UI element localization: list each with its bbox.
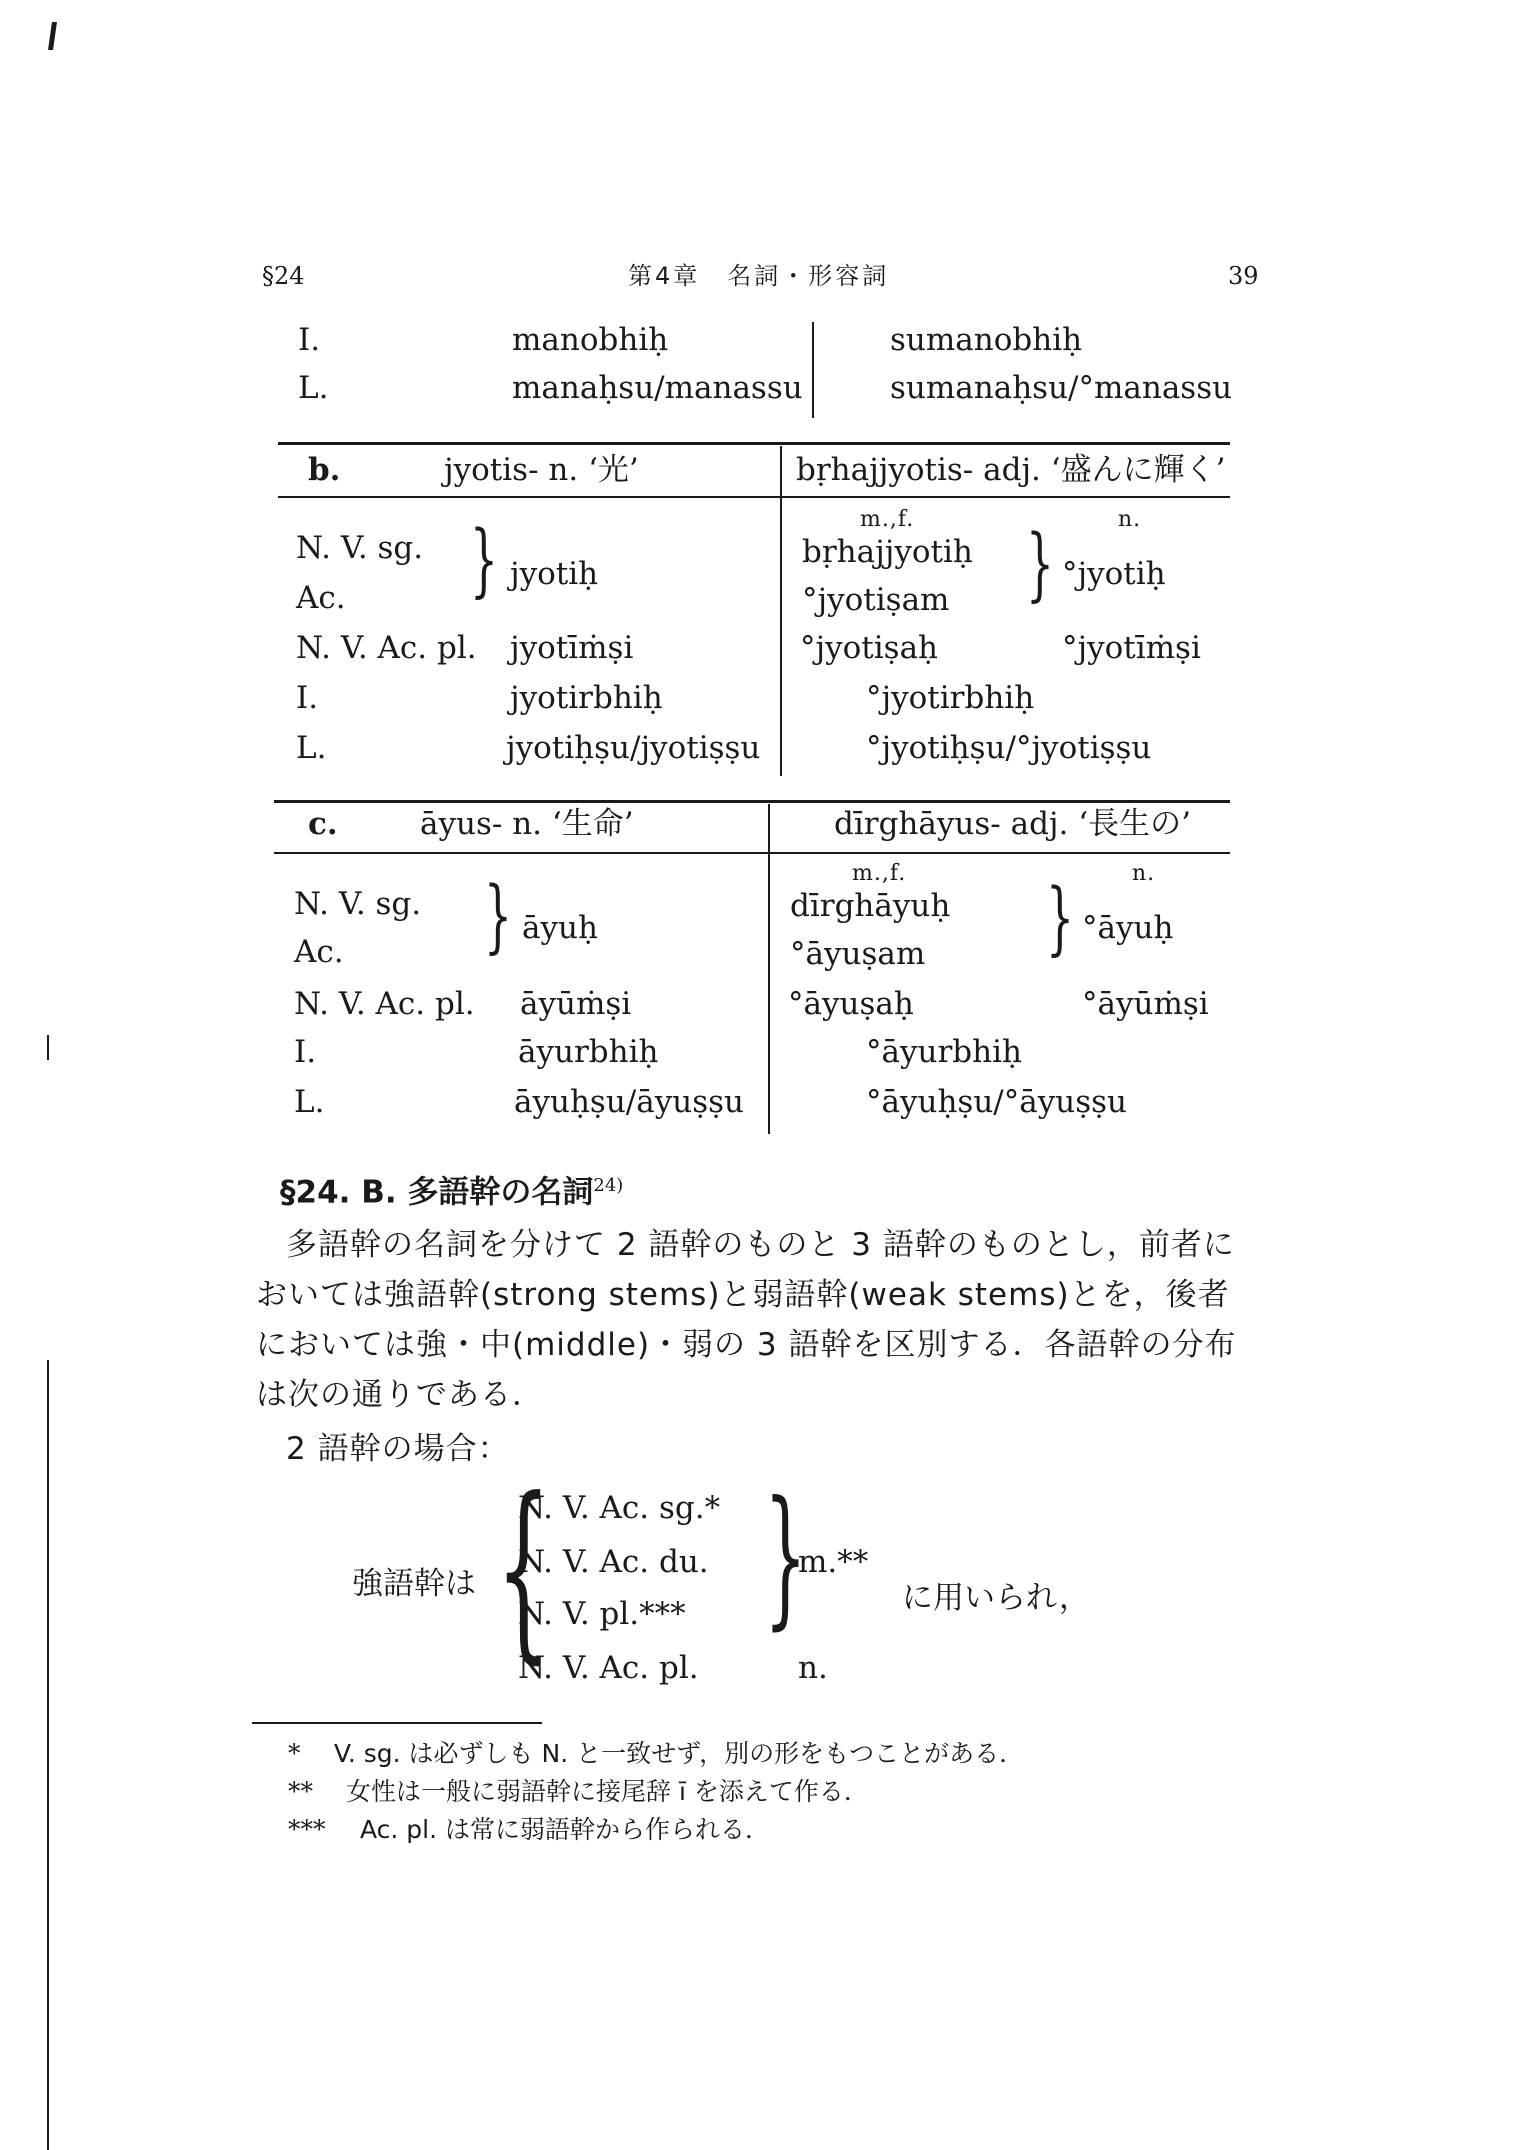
case-label: Ac. <box>294 934 344 970</box>
footnote-mark: *** <box>288 1815 326 1844</box>
used-text: に用いられ， <box>902 1580 1090 1616</box>
case-label: N. V. sg. <box>294 886 422 922</box>
gender-header: m.,f. <box>860 507 915 532</box>
table-cell: āyūṁṣi <box>520 986 632 1022</box>
table-cell: jyotirbhiḥ <box>510 680 663 716</box>
paragraph-line: おいては強語幹(strong stems)と弱語幹(weak stems)とを，後者 <box>256 1277 1230 1313</box>
table-cell: °jyotiḥṣu/°jyotiṣṣu <box>866 730 1152 766</box>
running-section: §24 <box>262 262 305 290</box>
table-head-right: dīrghāyus- adj. ‘長生の’ <box>834 806 1191 842</box>
form-item: N. V. Ac. sg.* <box>518 1490 721 1526</box>
table-cell: āyurbhiḥ <box>518 1034 659 1070</box>
table-cell: °āyuḥṣu/°āyuṣṣu <box>866 1084 1127 1120</box>
case-label: I. <box>294 1034 317 1070</box>
gender-header: n. <box>1118 507 1142 532</box>
table-cell: jyotiḥṣu/jyotiṣṣu <box>506 730 761 766</box>
case-label: N. V. Ac. pl. <box>296 630 477 666</box>
brace-icon: } <box>1046 871 1074 964</box>
case-label: I. <box>298 322 321 358</box>
table-cell: āyuḥṣu/āyuṣṣu <box>514 1084 744 1120</box>
case-label: N. V. sg. <box>296 530 424 566</box>
case-label: N. V. Ac. pl. <box>294 986 475 1022</box>
column-divider <box>780 446 782 776</box>
footnote-mark: * <box>288 1739 301 1768</box>
table-cell: °jyotīṁṣi <box>1062 630 1201 666</box>
footnote-text: 女性は一般に弱語幹に接尾辞 ī を添えて作る． <box>346 1777 869 1806</box>
table-cell: °āyuḥ <box>1082 910 1174 946</box>
table-cell: jyotīṁṣi <box>510 630 634 666</box>
table-top-rule <box>278 442 1230 445</box>
case-label: L. <box>298 370 329 406</box>
footnote-mark: ** <box>288 1777 313 1806</box>
form-item: N. V. Ac. pl. <box>518 1650 699 1686</box>
footnote-text: Ac. pl. は常に弱語幹から作られる． <box>360 1815 771 1844</box>
table-cell: °āyūṁṣi <box>1082 986 1209 1022</box>
masc-label: m.** <box>798 1544 869 1580</box>
two-stem-label: 2 語幹の場合： <box>286 1431 510 1467</box>
table-cell: jyotiḥ <box>510 556 599 592</box>
strong-stem-label: 強語幹は <box>352 1566 476 1602</box>
case-label: Ac. <box>296 580 346 616</box>
table-cell: °āyuṣam <box>790 936 926 972</box>
footnote-text: V. sg. は必ずしも N. と一致せず，別の形をもつことがある． <box>334 1739 1025 1768</box>
neuter-label: n. <box>798 1650 828 1686</box>
table-label: c. <box>308 806 338 842</box>
table-cell: bṛhajjyotiḥ <box>802 534 973 570</box>
paragraph-line: 多語幹の名詞を分けて 2 語幹のものと 3 語幹のものとし，前者に <box>286 1227 1235 1263</box>
table-head-left: āyus- n. ‘生命’ <box>420 806 634 842</box>
table-head-left: jyotis- n. ‘光’ <box>444 452 639 488</box>
case-label: L. <box>296 730 327 766</box>
form-item: N. V. Ac. du. <box>518 1544 709 1580</box>
table-cell: °jyotiṣaḥ <box>800 630 939 666</box>
column-divider <box>812 322 814 418</box>
form-item: N. V. pl.*** <box>518 1596 686 1632</box>
table-head-right: bṛhajjyotis- adj. ‘盛んに輝く’ <box>796 452 1226 488</box>
table-cell: °āyurbhiḥ <box>866 1034 1022 1070</box>
table-top-rule <box>274 800 1230 803</box>
case-label: I. <box>296 680 319 716</box>
scan-mark <box>48 22 57 50</box>
case-label: L. <box>294 1084 325 1120</box>
table-cell: āyuḥ <box>522 910 598 946</box>
table-cell: sumanaḥsu/°manassu <box>890 370 1233 406</box>
table-cell: °āyuṣaḥ <box>788 986 914 1022</box>
scan-edge-line <box>47 1035 49 1060</box>
paragraph-line: においては強・中(middle)・弱の 3 語幹を区別する．各語幹の分布 <box>256 1327 1237 1363</box>
paragraph-line: は次の通りである． <box>256 1377 544 1413</box>
brace-icon: } <box>484 869 512 962</box>
column-divider <box>768 804 770 1134</box>
table-cell: manobhiḥ <box>512 322 669 358</box>
table-cell: dīrghāyuḥ <box>790 888 951 924</box>
table-cell: °jyotiḥ <box>1062 556 1166 592</box>
table-head-rule <box>278 496 1230 498</box>
scan-edge-line <box>47 1360 49 2150</box>
table-cell: °jyotiṣam <box>802 582 950 618</box>
footnote-ref: 24) <box>593 1175 624 1196</box>
running-title: 第4章 名詞・形容詞 <box>628 262 890 290</box>
footnote-rule <box>252 1722 542 1724</box>
gender-header: m.,f. <box>852 861 907 886</box>
table-cell: sumanobhiḥ <box>890 322 1083 358</box>
page-number: 39 <box>1228 262 1259 290</box>
section-heading <box>280 1166 623 1212</box>
section-heading-text: §24. B. 多語幹の名詞 <box>280 1174 594 1211</box>
table-head-rule <box>274 852 1230 854</box>
table-cell: manaḥsu/manassu <box>512 370 803 406</box>
brace-icon: } <box>1026 517 1054 610</box>
table-cell: °jyotirbhiḥ <box>866 680 1035 716</box>
table-label: b. <box>308 452 341 488</box>
gender-header: n. <box>1132 861 1156 886</box>
brace-icon: } <box>470 513 498 606</box>
brace-icon: } <box>764 1470 807 1644</box>
brace-open-icon: { <box>496 1458 551 1681</box>
